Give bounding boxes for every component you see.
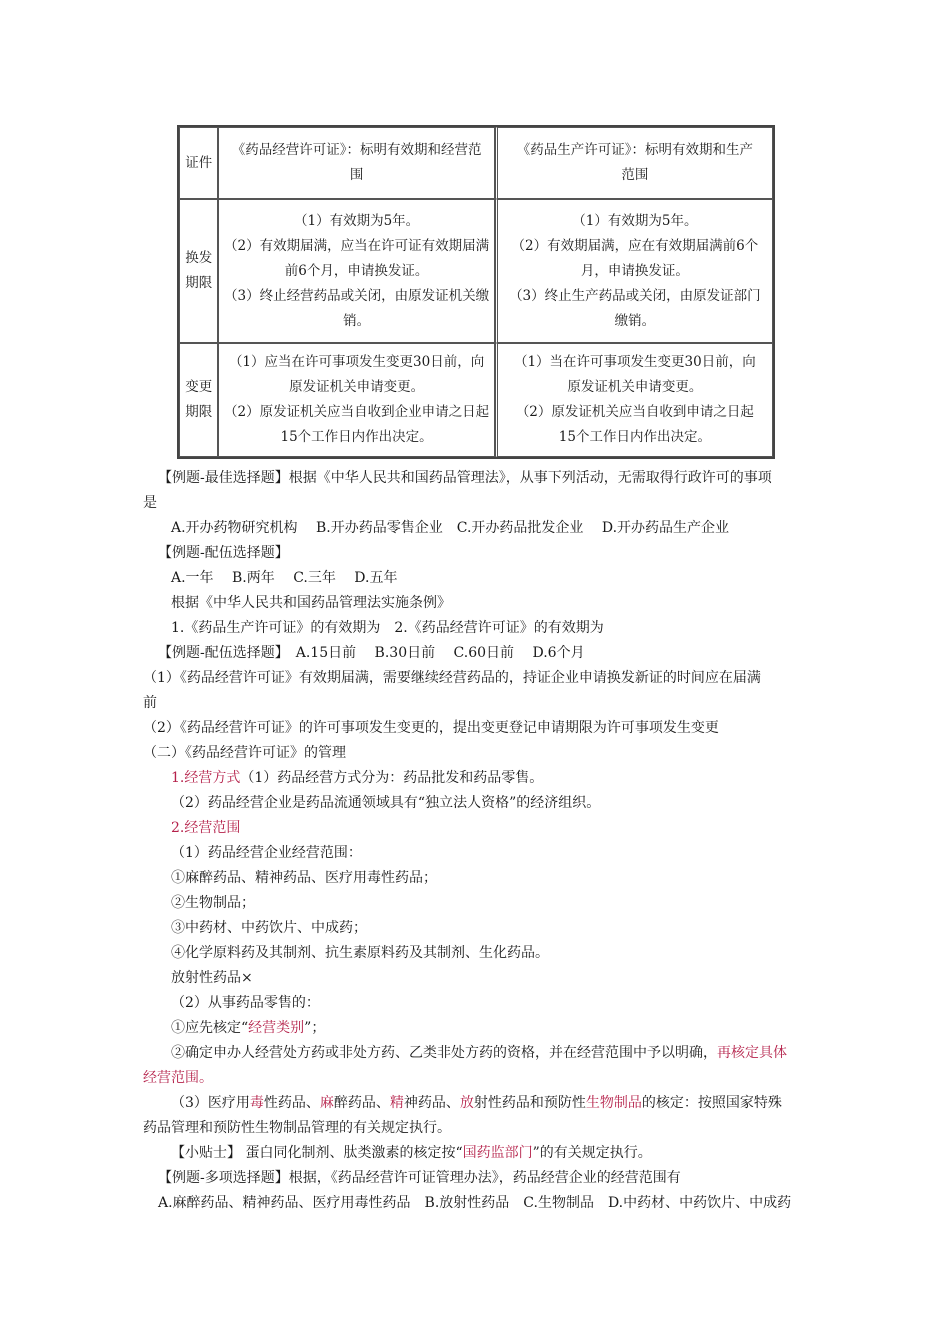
- list-item: ④化学原料药及其制剂、抗生素原料药及其制剂、生化药品。: [171, 945, 549, 961]
- paragraph: （2）从事药品零售的：: [171, 995, 320, 1011]
- question-heading: 【例题-配伍选择题】: [158, 545, 289, 561]
- answer-options: A.麻醉药品、精神药品、医疗用毒性药品 B.放射性药品 C.生物制品 D.中药材、中药饮片、中成药: [158, 1195, 792, 1211]
- question-stem: 根据《中华人民共和国药品管理法实施条例》: [171, 595, 451, 611]
- row-header: 证件: [179, 127, 218, 199]
- paragraph: （1）药品经营企业经营范围：: [171, 845, 362, 861]
- question-stem: （2）《药品经营许可证》的许可事项发生变更的，提出变更登记申请期限为许可事项发生变更: [143, 720, 719, 736]
- table-cell: 《药品生产许可证》：标明有效期和生产 范围: [495, 127, 773, 199]
- body-text: 的核定：按照国家特殊: [641, 1095, 782, 1111]
- list-item: ③中药材、中药饮片、中成药；: [171, 920, 367, 936]
- highlight-text: 毒: [249, 1095, 264, 1111]
- table-cell: （1）有效期为5年。 （2）有效期届满，应在有效期届满前6个 月，申请换发证。 （3）终止生产药品或关闭，由原发证部门 缴销。: [495, 199, 773, 343]
- body-text: ”的有关规定执行。: [532, 1145, 652, 1161]
- body-text: 【小贴士】 蛋白同化制剂、肽类激素的核定按“: [171, 1145, 463, 1161]
- table-row: [179, 199, 773, 343]
- tip-paragraph: [171, 1143, 652, 1163]
- subsection-heading: 2.经营范围: [171, 820, 241, 836]
- paragraph: [171, 768, 543, 788]
- question-stem: 1.《药品生产许可证》的有效期为 2.《药品经营许可证》的有效期为: [171, 620, 604, 636]
- table-cell: （1）有效期为5年。 （2）有效期届满，应当在许可证有效期届满 前6个月，申请换发证。 （3）终止经营药品或关闭，由原发证机关缴 销。: [218, 199, 494, 343]
- body-text: 醉药品、: [333, 1095, 390, 1111]
- paragraph: [171, 1093, 782, 1113]
- question-stem: （1）《药品经营许可证》有效期届满，需要继续经营药品的，持证企业申请换发新证的时间应在届满: [143, 670, 761, 686]
- body-text: ②确定申办人经营处方药或非处方药、乙类非处方药的资格，并在经营范围中予以明确，: [171, 1045, 717, 1061]
- paragraph: （2）药品经营企业是药品流通领域具有“独立法人资格”的经济组织。: [171, 795, 601, 811]
- highlight-text: 国药监部门: [462, 1145, 533, 1161]
- list-item: [171, 1018, 325, 1038]
- highlight-text: 再核定具体: [717, 1045, 787, 1061]
- body-text: （3）医疗用: [171, 1095, 250, 1111]
- section-heading: （二）《药品经营许可证》的管理: [143, 745, 346, 761]
- list-item: ①麻醉药品、精神药品、医疗用毒性药品；: [171, 870, 437, 886]
- body-text: 性药品、: [263, 1095, 320, 1111]
- highlight-text: 放: [459, 1095, 474, 1111]
- question-stem: 前: [143, 695, 157, 711]
- highlight-text: 经营范围。: [143, 1070, 213, 1086]
- license-comparison-table: [177, 125, 775, 459]
- table-cell: 《药品经营许可证》：标明有效期和经营范 围: [218, 127, 494, 199]
- question-stem: 是: [143, 495, 157, 511]
- list-item: [171, 1043, 787, 1063]
- row-header: 变更期限: [179, 343, 218, 457]
- answer-options: A.一年 B.两年 C.三年 D.五年: [171, 570, 398, 586]
- list-item: ②生物制品；: [171, 895, 255, 911]
- body-text: 射性药品和预防性: [473, 1095, 586, 1111]
- table-cell: （1）应当在许可事项发生变更30日前，向 原发证机关申请变更。 （2）原发证机关应当自收到企业申请之日起 15个工作日内作出决定。: [218, 343, 494, 457]
- paragraph: 放射性药品×: [171, 970, 253, 986]
- answer-options: A.开办药物研究机构 B.开办药品零售企业 C.开办药品批发企业 D.开办药品生产企业: [171, 520, 730, 536]
- question-stem: 【例题-多项选择题】根据，《药品经营许可证管理办法》，药品经营企业的经营范围有: [158, 1170, 681, 1186]
- table-row: [179, 343, 773, 457]
- highlight-text: 精: [389, 1095, 404, 1111]
- table-cell: （1）当在许可事项发生变更30日前，向 原发证机关申请变更。 （2）原发证机关应当自收到申请之日起 15个工作日内作出决定。: [495, 343, 773, 457]
- highlight-text: 经营类别: [248, 1020, 305, 1036]
- paragraph: 药品管理和预防性生物制品管理的有关规定执行。: [143, 1120, 451, 1136]
- highlight-text: 1.经营方式: [171, 770, 241, 786]
- table-row: [179, 127, 773, 199]
- answer-options: 【例题-配伍选择题】 A.15日前 B.30日前 C.60日前 D.6个月: [158, 645, 585, 661]
- row-header: 换发期限: [179, 199, 218, 343]
- body-text: （1）药品经营方式分为：药品批发和药品零售。: [240, 770, 544, 786]
- highlight-text: 麻: [319, 1095, 334, 1111]
- body-text: 神药品、: [403, 1095, 460, 1111]
- body-text: ”；: [304, 1020, 326, 1036]
- highlight-text: 生物制品: [585, 1095, 642, 1111]
- body-text: ①应先核定“: [171, 1020, 249, 1036]
- question-stem: 【例题-最佳选择题】根据《中华人民共和国药品管理法》，从事下列活动，无需取得行政许可的事项: [158, 470, 772, 486]
